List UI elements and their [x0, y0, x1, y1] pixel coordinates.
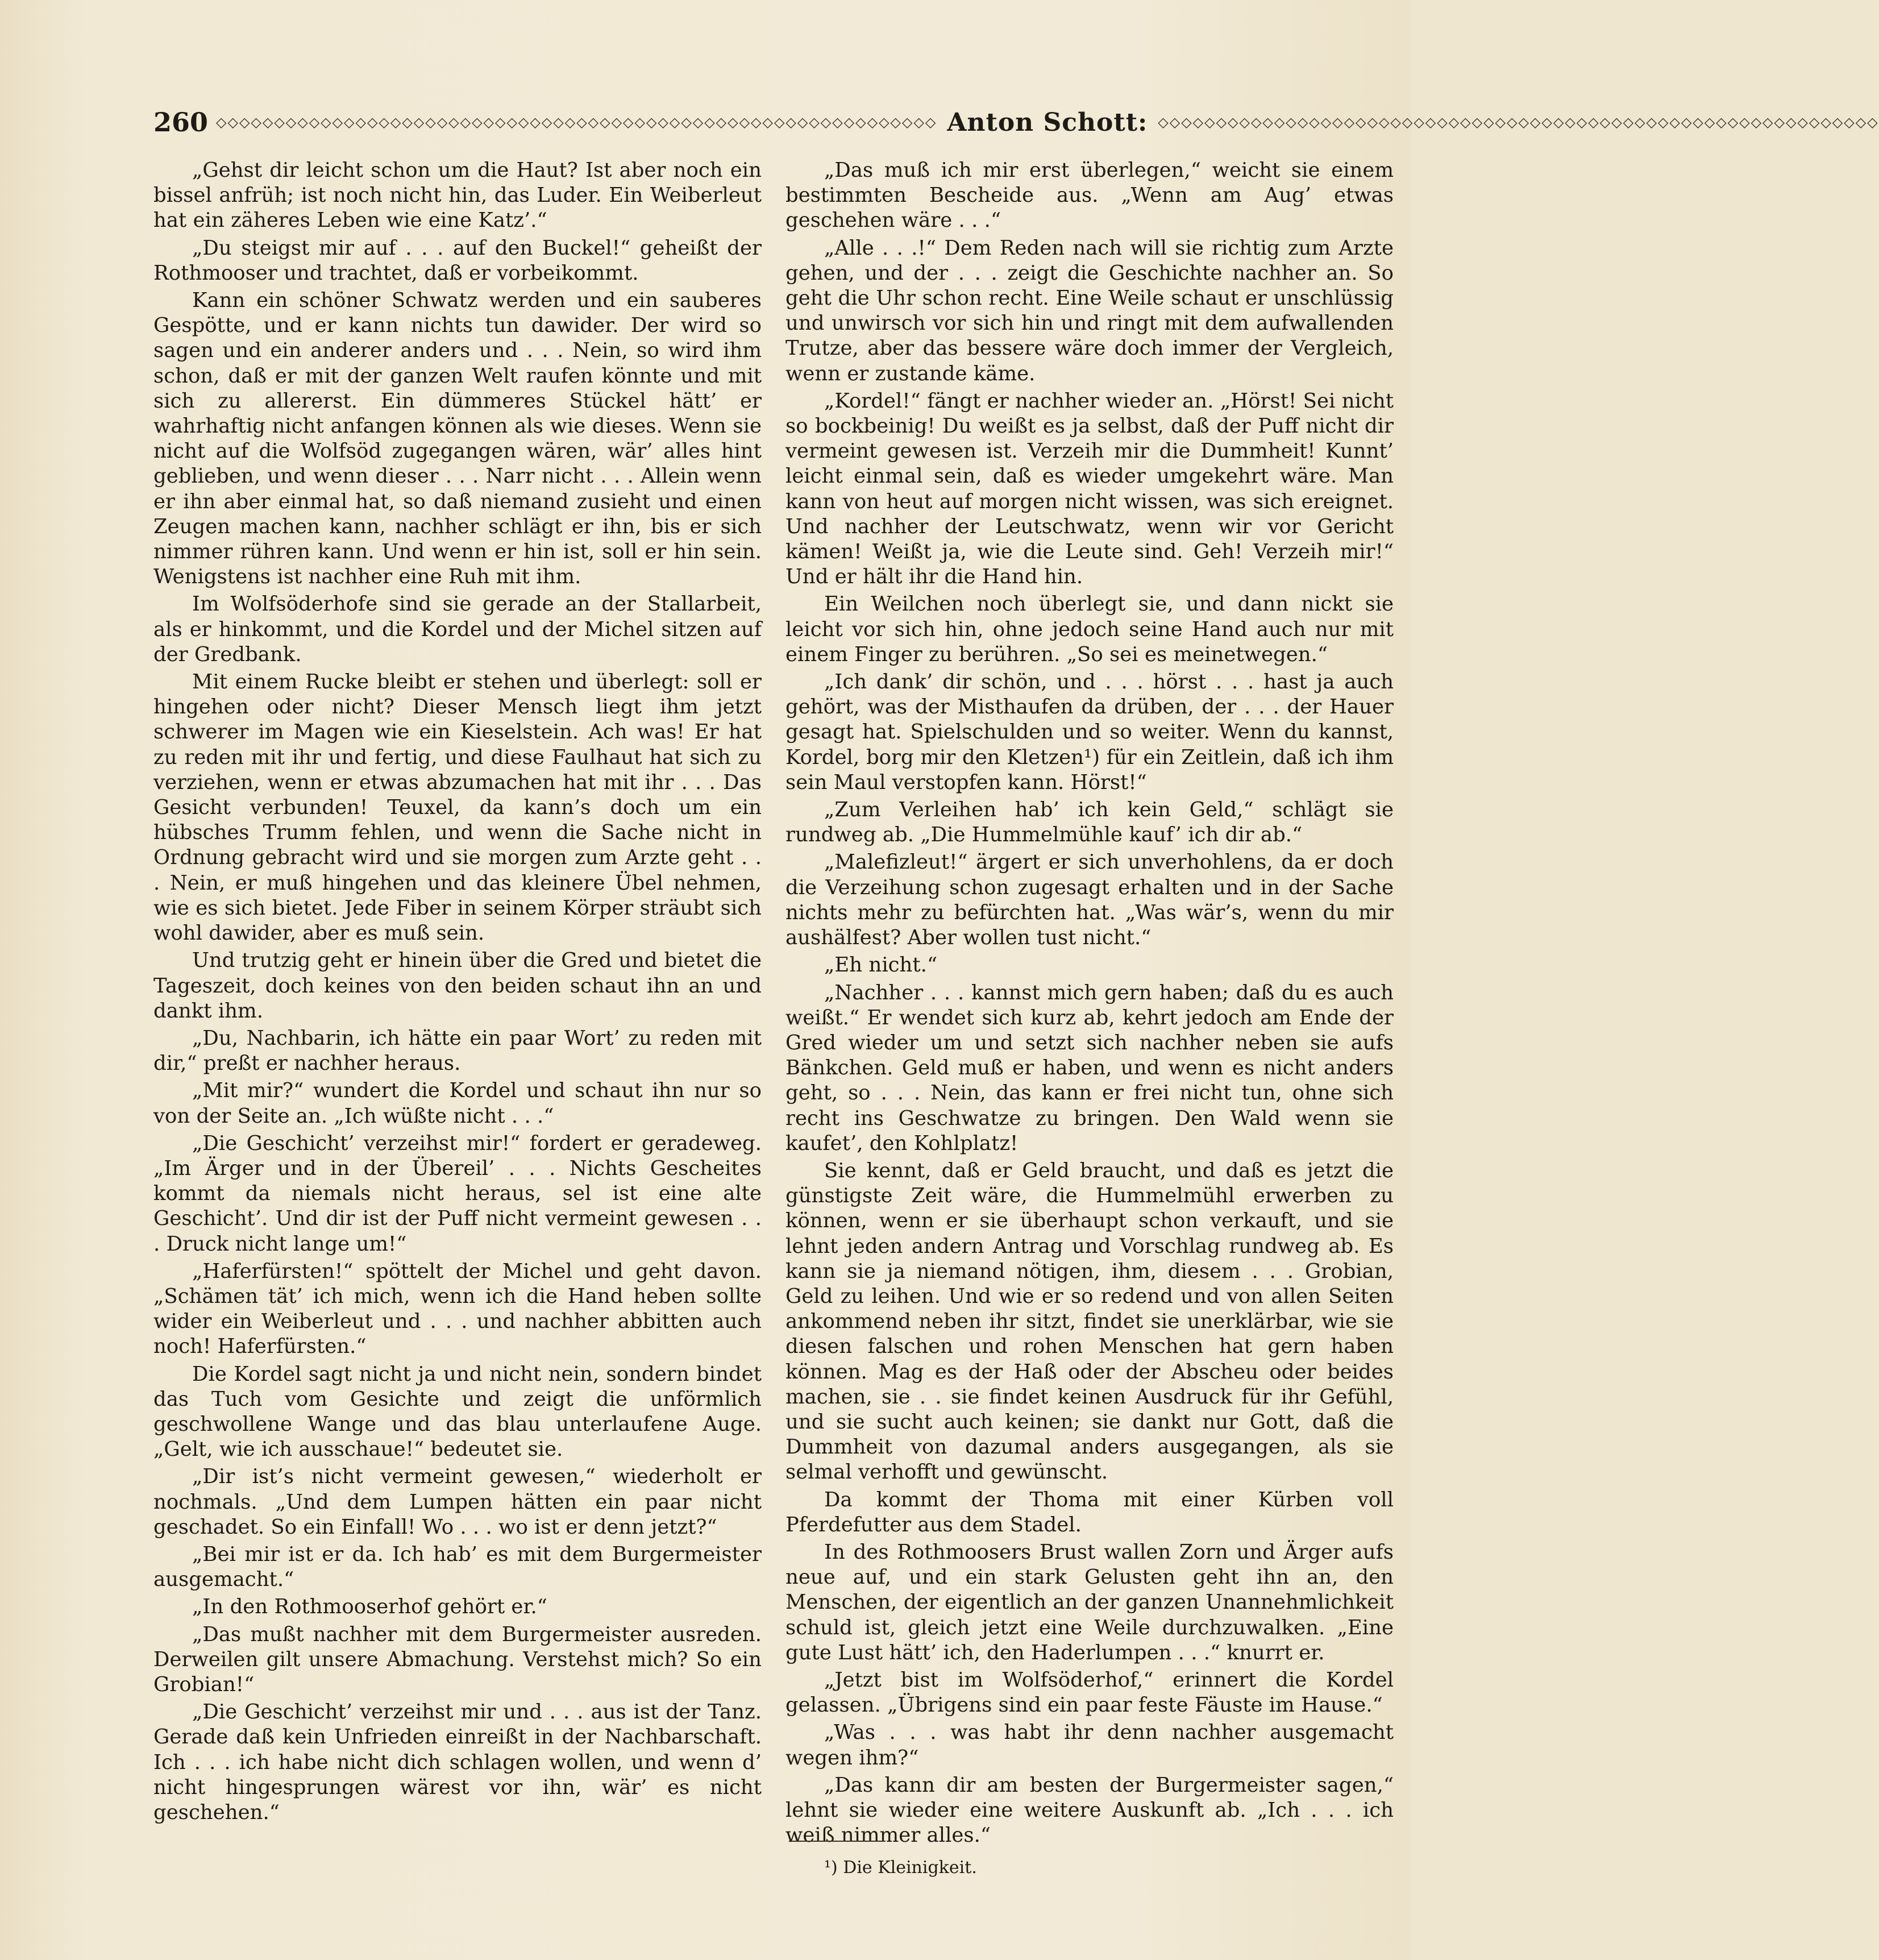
paragraph: „Ich dank’ dir schön, und . . . hörst . . . hast ja auch gehört, was der Misthaufen da drüben, der . . . der Hauer gesagt hat. Spielschulden und so weiter. Wenn du kannst, Kordel, borg mir den Kletzen¹) für ein Zeitlein, daß ich ihm sein Maul verstopfen kann. Hörst!“	[785, 670, 1394, 794]
paragraph: Mit einem Rucke bleibt er stehen und überlegt: soll er hingehen oder nicht? Dieser Mensch liegt ihm jetzt schwerer im Magen wie ein Kieselstein. Ach was! Er hat zu reden mit ihr und fertig, und diese Faulhaut hat sich zu verziehen, wenn er etwas abzumachen hat mit ihr . . . Das Gesicht verbunden! Teuxel, da kann’s doch um ein hübsches Trumm fehlen, und wenn die Sache nicht in Ordnung gebracht wird und sie morgen zum Arzte geht . . . Nein, er muß hingehen und das kleinere Übel nehmen, wie es sich bietet. Jede Fiber in seinem Körper sträubt sich wohl dawider, aber es muß sein.	[153, 670, 762, 945]
paragraph: Kann ein schöner Schwatz werden und ein sauberes Gespötte, und er kann nichts tun dawider. Der wird so sagen und ein anderer anders und . . . Nein, so wird ihm schon, daß er mit der ganzen Welt raufen könnte und mit sich zu allererst. Ein dümmeres Stückel hätt’ er wahrhaftig nicht anfangen können als wie dieses. Wenn sie nicht auf die Wolfsöd zugegangen wären, wär’ alles hint geblieben, und wenn dieser . . . Narr nicht . . . Allein wenn er ihn aber einmal hat, so daß niemand zusieht und einen Zeugen machen kann, nachher schlägt er ihn, bis er sich nimmer rühren kann. Und wenn er hin ist, soll er hin sein. Wenigstens ist nachher eine Ruh mit ihm.	[153, 289, 762, 589]
paragraph: „Alle . . .!“ Dem Reden nach will sie richtig zum Arzte gehen, und der . . . zeigt die Geschichte nachher an. So geht die Uhr schon recht. Eine Weile schaut er unschlüssig und unwirsch vor sich hin und ringt mit dem aufwallenden Trutze, aber das bessere wäre doch immer der Vergleich, wenn er zustande käme.	[785, 236, 1394, 385]
paragraph: In des Rothmoosers Brust wallen Zorn und Ärger aufs neue auf, und ein stark Gelusten geht ihn an, den Menschen, der eigentlich an der ganzen Unannehmlichkeit schuld ist, gleich jetzt eine Weile durchzuwalken. „Eine gute Lust hätt’ ich, den Haderlumpen . . .“ knurrt er.	[785, 1540, 1394, 1664]
footnote: ¹) Die Kleinigkeit.	[824, 1858, 977, 1878]
paragraph: Und trutzig geht er hinein über die Gred und bietet die Tageszeit, doch keines von den beiden schaut ihn an und dankt ihm.	[153, 949, 762, 1023]
paragraph: „Bei mir ist er da. Ich hab’ es mit dem Burgermeister ausgemacht.“	[153, 1542, 762, 1592]
paragraph: „Du steigst mir auf . . . auf den Buckel!“ geheißt der Rothmooser und trachtet, daß er vorbeikommt.	[153, 236, 762, 285]
paragraph: „Zum Verleihen hab’ ich kein Geld,“ schlägt sie rundweg ab. „Die Hummelmühle kauf’ ich dir ab.“	[785, 798, 1394, 847]
paragraph: Ein Weilchen noch überlegt sie, und dann nickt sie leicht vor sich hin, ohne jedoch seine Hand auch nur mit einem Finger zu berühren. „So sei es meinetwegen.“	[785, 592, 1394, 666]
paragraph: „Haferfürsten!“ spöttelt der Michel und geht davon. „Schämen tät’ ich mich, wenn ich die Hand heben sollte wider ein Weiberleut und . . . und nachher abbitten auch noch! Haferfürsten.“	[153, 1259, 762, 1359]
running-title: Anton Schott:	[947, 107, 1148, 137]
paragraph: „In den Rothmooserhof gehört er.“	[192, 1595, 547, 1619]
paragraph: „Die Geschicht’ verzeihst mir und . . . aus ist der Tanz. Gerade daß kein Unfrieden einreißt in der Nachbarschaft. Ich . . . ich habe nicht dich schlagen wollen, und wenn d’ nicht hingesprungen wärest vor ihn, wär’ es nicht geschehen.“	[153, 1700, 762, 1824]
paragraph: „Nachher . . . kannst mich gern haben; daß du es auch weißt.“ Er wendet sich kurz ab, kehrt jedoch am Ende der Gred wieder um und setzt sich nachher neben sie aufs Bänkchen. Geld muß er haben, und wenn es nicht anders geht, so . . . Nein, das kann er frei nicht tun, ohne sich recht ins Geschwatze zu bringen. Den Wald wenn sie kaufet’, den Kohlplatz!	[785, 981, 1394, 1155]
paragraph: „Malefizleut!“ ärgert er sich unverhohlens, da er doch die Verzeihung schon zugesagt erhalten und in der Sache nichts mehr zu befürchten hat. „Was wär’s, wenn du mir aushälfest? Aber wollen tust nicht.“	[785, 850, 1394, 950]
running-header	[153, 102, 1879, 142]
header-ornament-left: ◇◇◇◇◇◇◇◇◇◇◇◇◇◇◇◇◇◇◇◇◇◇◇◇◇◇◇◇◇◇◇◇◇◇◇◇◇◇◇◇◇◇◇◇◇◇◇◇◇◇◇◇◇◇◇◇◇◇◇◇◇◇	[216, 114, 937, 130]
footnote-rule	[789, 1841, 886, 1842]
paragraph: „Eh nicht.“	[824, 953, 938, 977]
paragraph: „Du, Nachbarin, ich hätte ein paar Wort’ zu reden mit dir,“ preßt er nachher heraus.	[153, 1026, 762, 1075]
paragraph: „Was . . . was habt ihr denn nachher ausgemacht wegen ihm?“	[785, 1721, 1394, 1770]
paragraph: „Kordel!“ fängt er nachher wieder an. „Hörst! Sei nicht so bockbeinig! Du weißt es ja selbst, daß der Puff nicht dir vermeint gewesen ist. Verzeih mir die Dummheit! Kunnt’ leicht einmal sein, daß es wieder umgekehrt wäre. Man kann von heut auf morgen nicht wissen, was sich ereignet. Und nachher der Leutschwatz, wenn wir vor Gericht kämen! Weißt ja, wie die Leute sind. Geh! Verzeih mir!“ Und er hält ihr die Hand hin.	[785, 389, 1394, 589]
left-column	[153, 158, 762, 1828]
page-number: 260	[153, 107, 209, 138]
paragraph: „Das kann dir am besten der Burgermeister sagen,“ lehnt sie wieder eine weitere Auskunft ab. „Ich . . . ich weiß nimmer alles.“	[785, 1773, 1394, 1847]
paragraph: „Die Geschicht’ verzeihst mir!“ fordert er geradeweg. „Im Ärger und in der Übereil’ . . . Nichts Gescheites kommt da niemals nicht heraus, sel ist eine alte Geschicht’. Und dir ist der Puff nicht vermeint gewesen . . . Druck nicht lange um!“	[153, 1131, 762, 1256]
paragraph: Da kommt der Thoma mit einer Kürben voll Pferdefutter aus dem Stadel.	[785, 1488, 1394, 1537]
paragraph: „Das mußt nachher mit dem Burgermeister ausreden. Derweilen gilt unsere Abmachung. Verstehst mich? So ein Grobian!“	[153, 1622, 762, 1696]
right-column	[785, 158, 1394, 1850]
header-ornament-right: ◇◇◇◇◇◇◇◇◇◇◇◇◇◇◇◇◇◇◇◇◇◇◇◇◇◇◇◇◇◇◇◇◇◇◇◇◇◇◇◇◇◇◇◇◇◇◇◇◇◇◇◇◇◇◇◇◇◇◇◇◇◇	[1158, 114, 1879, 130]
paragraph: Sie kennt, daß er Geld braucht, und daß es jetzt die günstigste Zeit wäre, die Hummelmühl erwerben zu können, wenn er sie überhaupt schon verkauft, und sie lehnt jeden andern Antrag und Vorschlag rundweg ab. Es kann sie ja niemand nötigen, ihm, diesem . . . Grobian, Geld zu leihen. Und wie er so redend und von allen Seiten ankommend neben ihr sitzt, findet sie unerklärbar, wie sie diesen falschen und rohen Menschen hat gern haben können. Mag es der Haß oder der Abscheu oder beides machen, sie . . sie findet keinen Ausdruck für ihr Gefühl, und sie sucht auch keinen; sie dankt nur Gott, daß die Dummheit von dazumal anders ausgegangen, als sie selmal verhofft und gewünscht.	[785, 1158, 1394, 1484]
paragraph: „Dir ist’s nicht vermeint gewesen,“ wiederholt er nochmals. „Und dem Lumpen hätten ein paar nicht geschadet. So ein Einfall! Wo . . . wo ist er denn jetzt?“	[153, 1465, 762, 1539]
paragraph: Die Kordel sagt nicht ja und nicht nein, sondern bindet das Tuch vom Gesichte und zeigt die unförmlich geschwollene Wange und das blau unterlaufene Auge. „Gelt, wie ich ausschaue!“ bedeutet sie.	[153, 1362, 762, 1461]
paragraph: Im Wolfsöderhofe sind sie gerade an der Stallarbeit, als er hinkommt, und die Kordel und der Michel sitzen auf der Gredbank.	[153, 592, 762, 666]
paragraph: „Mit mir?“ wundert die Kordel und schaut ihn nur so von der Seite an. „Ich wüßte nicht . . .“	[153, 1079, 762, 1128]
paragraph: „Jetzt bist im Wolfsöderhof,“ erinnert die Kordel gelassen. „Übrigens sind ein paar feste Fäuste im Hause.“	[785, 1668, 1394, 1717]
paragraph: „Das muß ich mir erst überlegen,“ weicht sie einem bestimmten Bescheide aus. „Wenn am Aug’ etwas geschehen wäre . . .“	[785, 159, 1394, 232]
paragraph: „Gehst dir leicht schon um die Haut? Ist aber noch ein bissel anfrüh; ist noch nicht hin, das Luder. Ein Weiberleut hat ein zäheres Leben wie eine Katz’.“	[153, 159, 762, 232]
